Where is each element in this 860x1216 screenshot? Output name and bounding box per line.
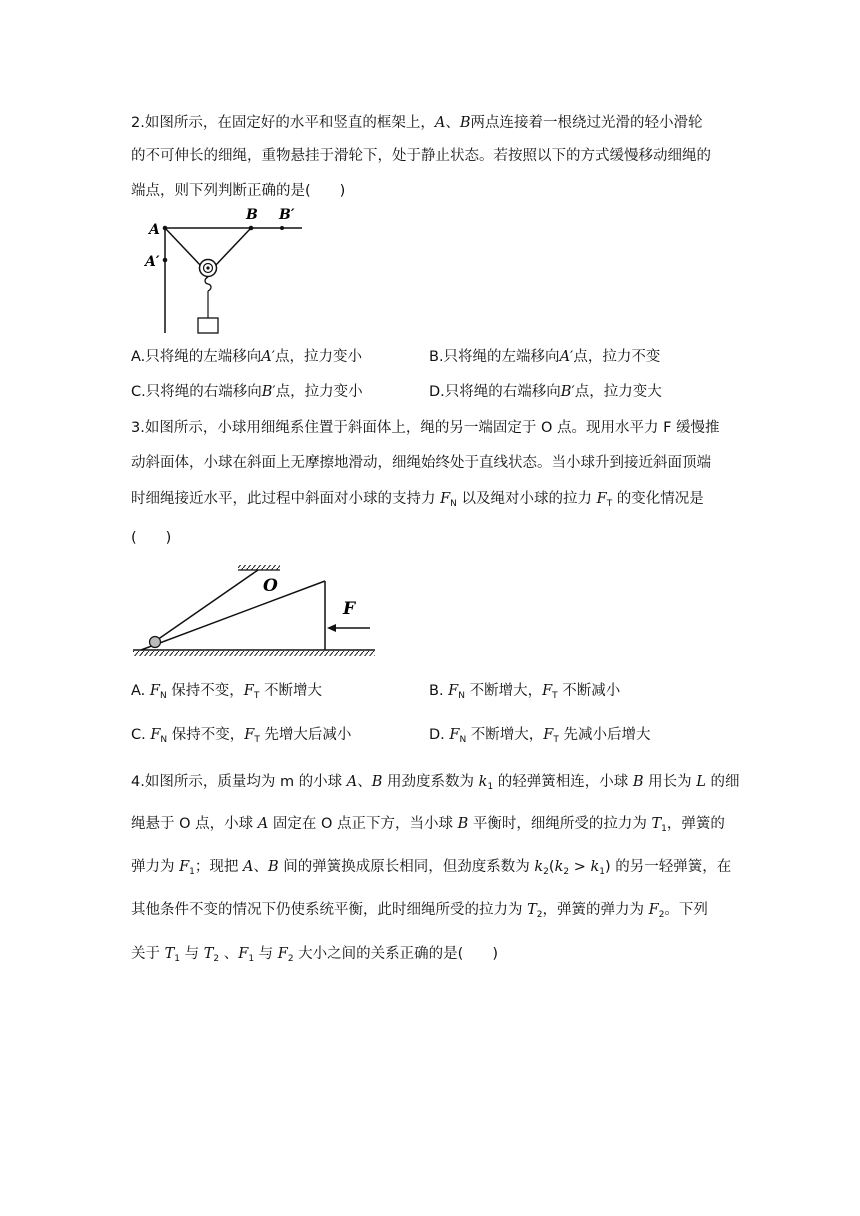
q2-option-b: B.只将绳的左端移向A′点，拉力不变	[429, 349, 661, 365]
q2-option-a: A.只将绳的左端移向A′点，拉力变小	[131, 349, 363, 365]
label-b-prime: B′	[279, 207, 295, 223]
q3-option-a: A. $F_N$ 保持不变，$F_T$ 不断增大	[131, 683, 322, 701]
label-f: F	[343, 599, 356, 619]
q4-line-5: 关于 $T_1$ 与 $T_2$ 、$F_1$ 与 $F_2$ 大小之间的关系正确的是( )	[131, 946, 498, 964]
q2-line-3: 端点，则下列判断正确的是( )	[131, 183, 346, 199]
label-o: O	[263, 576, 278, 596]
label-a-prime: A′	[145, 254, 160, 270]
q4-line-2: 绳悬于 O 点，小球 A 固定在 O 点正下方，当小球 B 平衡时，细绳所受的拉力为 $T_1$，弹簧的	[131, 816, 725, 834]
q2-option-d: D.只将绳的右端移向B′点，拉力变大	[429, 384, 662, 400]
label-b: B	[246, 207, 258, 223]
q2-line-1: 2.如图所示，在固定好的水平和竖直的框架上，A、B两点连接着一根绕过光滑的轻小滑轮	[131, 115, 703, 131]
q3-option-d: D. $F_N$ 不断增大，$F_T$ 先减小后增大	[429, 727, 651, 745]
label-a: A	[149, 222, 160, 238]
q3-incline-figure	[133, 562, 378, 662]
q4-line-3: 弹力为 $F_1$；现把 A、B 间的弹簧换成原长相同，但劲度系数为 $k_2(k_2 > k_1)$ 的另一轻弹簧，在	[131, 859, 732, 877]
q3-line-2: 动斜面体，小球在斜面上无摩擦地滑动，细绳始终处于直线状态。当小球升到接近斜面顶端	[131, 455, 711, 471]
q4-line-1: 4.如图所示，质量均为 m 的小球 A、B 用劲度系数为 $k_1$ 的轻弹簧相连，小球 B 用长为 L 的细	[131, 774, 740, 792]
q3-option-c: C. $F_N$ 保持不变，$F_T$ 先增大后减小	[131, 727, 352, 745]
q2-option-c: C.只将绳的右端移向B′点，拉力变小	[131, 384, 363, 400]
q2-pulley-figure	[140, 205, 310, 340]
q3-line-1: 3.如图所示，小球用细绳系住置于斜面体上，绳的另一端固定于 O 点。现用水平力 F 缓慢推	[131, 420, 720, 436]
q3-option-b: B. $F_N$ 不断增大，$F_T$ 不断减小	[429, 683, 621, 701]
q3-line-3: 时细绳接近水平，此过程中斜面对小球的支持力 $F_N$ 以及绳对小球的拉力 $F_T$ 的变化情况是	[131, 491, 704, 509]
q4-line-4: 其他条件不变的情况下仍使系统平衡，此时细绳所受的拉力为 $T_2$，弹簧的弹力为 $F_2$。下列	[131, 902, 708, 920]
q3-line-4: ( )	[131, 530, 172, 546]
q2-line-2: 的不可伸长的细绳，重物悬挂于滑轮下，处于静止状态。若按照以下的方式缓慢移动细绳的	[131, 148, 711, 164]
